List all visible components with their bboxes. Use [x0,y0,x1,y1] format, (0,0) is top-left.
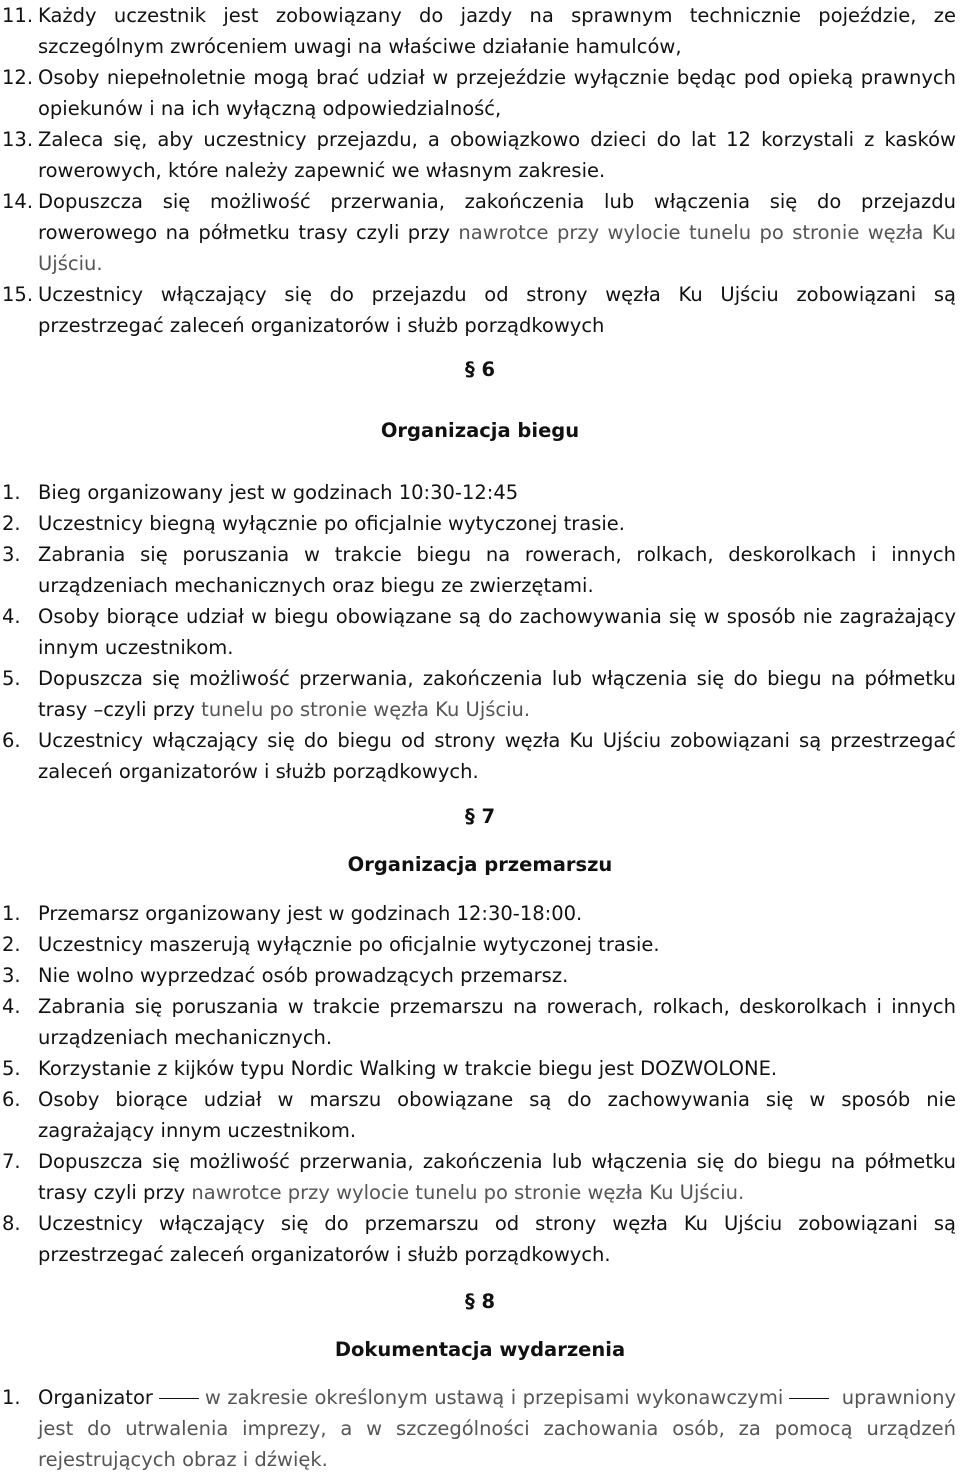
item-text: Przemarsz organizowany jest w godzinach 12:30-18:00. [38,902,583,925]
section-sign: § 8 [464,1290,496,1313]
section-title: Organizacja przemarszu [347,853,613,876]
item-number: 5. [2,667,21,690]
list-item [0,1208,960,1270]
item-number: 11. [2,4,34,27]
section-sign: § 7 [464,805,496,828]
item-text: Dopuszcza się możliwość przerwania, zakończenia lub włączenia się do przejazdu rowerowego na półmetku trasy czyli przy [38,190,956,244]
item-text: Korzystanie z kijków typu Nordic Walking w trakcie biegu jest DOZWOLONE. [38,1057,778,1080]
item-number: 4. [2,605,21,628]
section8-list [0,1382,960,1475]
item-text: Każdy uczestnik jest zobowiązany do jazdy na sprawnym technicznie pojeździe, ze szczególnym zwróceniem uwagi na właściwe działanie hamulców, [38,4,956,58]
list-item [0,1053,960,1084]
section6-list [0,477,960,787]
list-item [0,663,960,725]
item-location-text: tunelu po stronie węzła Ku Ujściu. [201,698,531,721]
item-number: 2. [2,512,21,535]
item-text: Uczestnicy włączający się do przemarszu od strony węzła Ku Ujściu zobowiązani są przestrzegać zaleceń organizatorów i służb porządkowych. [38,1212,956,1266]
em-dash [159,1398,199,1399]
item-location-text: nawrotce przy wylocie tunelu po stronie węzła Ku Ujściu. [191,1181,745,1204]
section-title: Dokumentacja wydarzenia [334,1338,626,1361]
item-number: 8. [2,1212,21,1235]
list-item [0,1146,960,1208]
item-number: 1. [2,902,21,925]
item-text: Uczestnicy biegną wyłącznie po oficjalnie wytyczonej trasie. [38,512,625,535]
item-text-rest: uprawniony jest do utrwalenia imprezy, a w szczególności zachowania osób, za pomocą urządzeń rejestrujących obraz i dźwięk. [38,1386,956,1471]
item-number: 13. [2,128,34,151]
item-number: 1. [2,481,21,504]
list-item [0,477,960,508]
item-number: 2. [2,933,21,956]
list-item [0,62,960,124]
list-item [0,539,960,601]
item-number: 3. [2,543,21,566]
item-number: 6. [2,729,21,752]
item-text: Bieg organizowany jest w godzinach 10:30-12:45 [38,481,519,504]
item-number: 3. [2,964,21,987]
list-item [0,991,960,1053]
item-text: Zabrania się poruszania w trakcie przemarszu na rowerach, rolkach, deskorolkach i innych urządzeniach mechanicznych. [38,995,956,1049]
list-item [0,1084,960,1146]
item-location-text: nawrotce przy wylocie tunelu po stronie węzła Ku Ujściu. [38,221,956,275]
list-item [0,279,960,341]
item-text-lead: Organizator [38,1386,153,1409]
item-number: 14. [2,190,34,213]
item-number: 7. [2,1150,21,1173]
list-item [0,898,960,929]
item-text: Dopuszcza się możliwość przerwania, zakończenia lub włączenia się do biegu na półmetku trasy czyli przy [38,1150,956,1204]
item-text: Uczestnicy maszerują wyłącznie po oficjalnie wytyczonej trasie. [38,933,660,956]
section7-list [0,898,960,1270]
item-text: Osoby biorące udział w marszu obowiązane są do zachowywania się w sposób nie zagrażający innym uczestnikom. [38,1088,956,1142]
section-sign: § 6 [464,358,496,381]
list-item [0,0,960,62]
item-text: Zabrania się poruszania w trakcie biegu na rowerach, rolkach, deskorolkach i innych urządzeniach mechanicznych oraz biegu ze zwierzętami. [38,543,956,597]
em-dash [789,1398,829,1399]
list-item [0,124,960,186]
list-item [0,601,960,663]
list-item [0,960,960,991]
item-text: Nie wolno wyprzedzać osób prowadzących przemarsz. [38,964,569,987]
item-text: Osoby biorące udział w biegu obowiązane są do zachowywania się w sposób nie zagrażający innym uczestnikom. [38,605,956,659]
item-number: 1. [2,1386,21,1409]
item-number: 4. [2,995,21,1018]
item-text-middle: w zakresie określonym ustawą i przepisami wykonawczymi [204,1386,784,1409]
list-item [0,508,960,539]
section-title: Organizacja biegu [380,419,580,442]
item-number: 15. [2,283,34,306]
item-text: Zaleca się, aby uczestnicy przejazdu, a obowiązkowo dzieci do lat 12 korzystali z kasków rowerowych, które należy zapewnić we własnym zakresie. [38,128,956,182]
item-text: Dopuszcza się możliwość przerwania, zakończenia lub włączenia się do biegu na półmetku trasy –czyli przy [38,667,956,721]
item-text: Uczestnicy włączający się do przejazdu od strony węzła Ku Ujściu zobowiązani są przestrzegać zaleceń organizatorów i służb porządkowych [38,283,956,337]
item-number: 6. [2,1088,21,1111]
item-number: 5. [2,1057,21,1080]
section5-list [0,0,960,341]
item-number: 12. [2,66,34,89]
list-item [0,1382,960,1475]
list-item [0,725,960,787]
item-text: Osoby niepełnoletnie mogą brać udział w przejeździe wyłącznie będąc pod opieką prawnych opiekunów i na ich wyłączną odpowiedzialność, [38,66,956,120]
list-item [0,929,960,960]
list-item [0,186,960,279]
item-text: Uczestnicy włączający się do biegu od strony węzła Ku Ujściu zobowiązani są przestrzegać zaleceń organizatorów i służb porządkowych. [38,729,956,783]
